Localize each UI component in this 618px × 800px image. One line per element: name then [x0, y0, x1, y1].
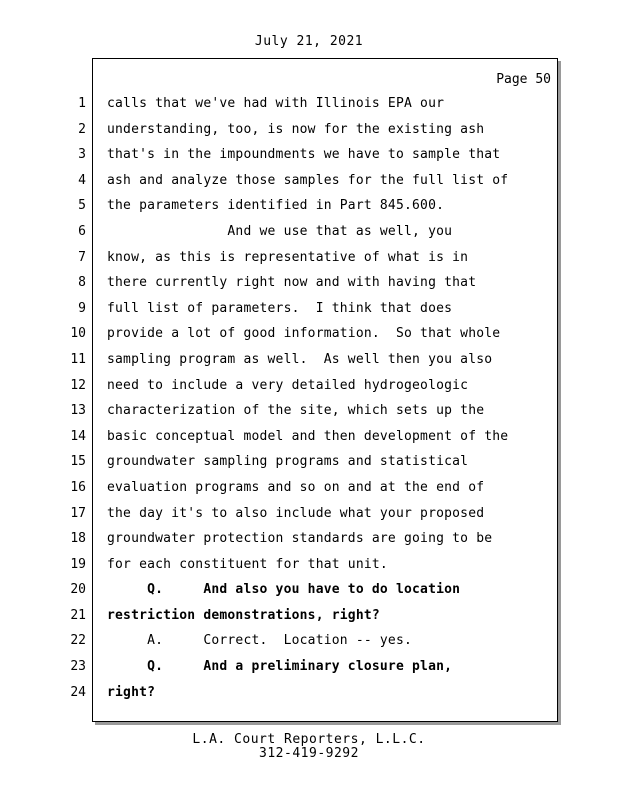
line-number-column	[62, 91, 86, 705]
transcript-line: for each constituent for that unit.	[107, 556, 388, 572]
line-number: 9	[78, 300, 86, 316]
transcript-line: the day it's to also include what your proposed	[107, 505, 485, 521]
transcript-line: ash and analyze those samples for the full list of	[107, 172, 509, 188]
line-number: 1	[78, 96, 86, 111]
transcript-line: know, as this is representative of what is in	[107, 249, 469, 265]
transcript-line: sampling program as well. As well then you also	[107, 351, 493, 367]
transcript-line: calls that we've had with Illinois EPA our	[107, 96, 445, 111]
transcript-line: A. Correct. Location -- yes.	[107, 633, 413, 649]
line-number: 22	[70, 633, 86, 649]
transcript-line: groundwater sampling programs and statistical	[107, 454, 469, 470]
footer	[0, 733, 618, 761]
line-number: 17	[70, 505, 86, 521]
line-number: 19	[70, 556, 86, 572]
line-number: 23	[70, 659, 86, 675]
line-number: 11	[70, 351, 86, 367]
line-number: 4	[78, 172, 86, 188]
transcript-line: restriction demonstrations, right?	[107, 607, 380, 623]
line-number: 10	[70, 326, 86, 342]
transcript-line: Q. And a preliminary closure plan,	[107, 659, 453, 675]
line-number: 8	[78, 275, 86, 291]
transcript-line: understanding, too, is now for the existing ash	[107, 121, 485, 137]
transcript-line: basic conceptual model and then development of the	[107, 428, 509, 444]
transcript-line: And we use that as well, you	[107, 223, 453, 239]
line-number: 24	[70, 684, 86, 700]
line-number: 14	[70, 428, 86, 444]
transcript-text	[107, 91, 547, 705]
line-number: 13	[70, 403, 86, 419]
line-number: 5	[78, 198, 86, 214]
transcript-line: there currently right now and with having that	[107, 275, 477, 291]
transcript-line: groundwater protection standards are going to be	[107, 531, 493, 547]
transcript-line: provide a lot of good information. So that whole	[107, 326, 501, 342]
transcript-date: July 21, 2021	[254, 34, 364, 49]
line-number: 15	[70, 454, 86, 470]
line-number: 6	[78, 223, 86, 239]
line-number: 7	[78, 249, 86, 265]
reporter-phone: 312-419-9292	[259, 746, 359, 761]
transcript-line: need to include a very detailed hydrogeologic	[107, 377, 469, 393]
transcript-line: characterization of the site, which sets up the	[107, 403, 485, 419]
transcript-line: evaluation programs and so on and at the end of	[107, 479, 485, 495]
line-number: 18	[70, 531, 86, 547]
transcript-line: right?	[107, 684, 156, 700]
line-number: 20	[70, 582, 86, 598]
line-number: 21	[70, 607, 86, 623]
page-number: Page 50	[496, 72, 551, 87]
line-number: 16	[70, 479, 86, 495]
transcript-line: that's in the impoundments we have to sample that	[107, 147, 501, 163]
transcript-line: full list of parameters. I think that does	[107, 300, 453, 316]
line-number: 2	[78, 121, 86, 137]
transcript-line: the parameters identified in Part 845.600.	[107, 198, 445, 214]
reporter-company: L.A. Court Reporters, L.L.C.	[192, 732, 426, 747]
line-number: 3	[78, 147, 86, 163]
line-number: 12	[70, 377, 86, 393]
transcript-line: Q. And also you have to do location	[107, 582, 461, 598]
